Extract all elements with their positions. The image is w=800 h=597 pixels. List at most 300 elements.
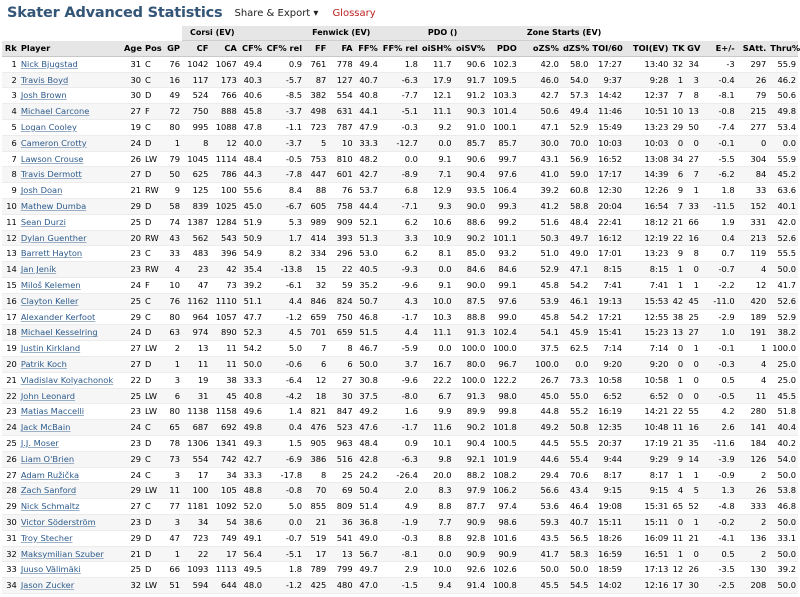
table-cell: 49 (163, 88, 182, 104)
table-cell: D (143, 546, 163, 562)
table-cell: 0.0 (420, 341, 454, 357)
table-cell: 55.6 (239, 183, 264, 199)
table-cell: 2 (737, 514, 769, 530)
column-header[interactable]: PDO (487, 41, 519, 57)
table-cell: 21 (670, 435, 685, 451)
table-cell: 80 (163, 119, 182, 135)
table-cell: 90.3 (454, 104, 488, 120)
table-cell: 50.0 (355, 356, 380, 372)
table-cell: 334 (304, 246, 328, 262)
table-cell: 52.9 (768, 309, 798, 325)
player-link[interactable]: Michael Carcone (19, 104, 122, 120)
table-cell: 33.3 (239, 467, 264, 483)
player-link[interactable]: Zach Sanford (19, 483, 122, 499)
table-row (2, 135, 798, 151)
table-cell: 1.9 (701, 214, 737, 230)
table-row (2, 293, 798, 309)
table-cell: 54.2 (561, 277, 590, 293)
table-cell: 213 (737, 230, 769, 246)
table-cell: 73.3 (561, 372, 590, 388)
table-cell: 33 (163, 246, 182, 262)
table-cell: 15:31 (624, 499, 670, 515)
table-cell: 25 (122, 293, 143, 309)
table-cell: 23 (122, 435, 143, 451)
table-cell: 12 (737, 277, 769, 293)
table-cell: 130 (737, 562, 769, 578)
player-link[interactable]: Liam O'Brien (19, 451, 122, 467)
table-cell: 45.9 (561, 325, 590, 341)
table-cell: 52.0 (239, 499, 264, 515)
table-cell: 45.8 (519, 277, 561, 293)
table-cell: 80 (163, 309, 182, 325)
table-cell: 56.7 (355, 546, 380, 562)
table-cell: LW (143, 404, 163, 420)
table-cell: 49.6 (239, 404, 264, 420)
player-link[interactable]: Alexander Kerfoot (19, 309, 122, 325)
player-link[interactable]: Michael Kesselring (19, 325, 122, 341)
table-cell: 6.2 (380, 246, 420, 262)
player-link[interactable]: Clayton Keller (19, 293, 122, 309)
player-link[interactable]: Mathew Dumba (19, 198, 122, 214)
table-cell: -3 (701, 56, 737, 72)
table-row (2, 56, 798, 72)
table-cell: 22:41 (590, 214, 624, 230)
player-link[interactable]: Barrett Hayton (19, 246, 122, 262)
column-header[interactable]: dZS% (561, 41, 590, 57)
column-group-row (2, 26, 798, 41)
table-cell: 16 (163, 72, 182, 88)
column-header[interactable]: SAtt. (737, 41, 769, 57)
table-cell: 10:03 (590, 135, 624, 151)
player-link[interactable]: Jan Jeník (19, 262, 122, 278)
table-cell: 10:58 (624, 372, 670, 388)
table-cell: 31 (182, 388, 210, 404)
table-cell: 9.2 (420, 119, 454, 135)
table-cell: 7:41 (590, 277, 624, 293)
table-cell: 92.8 (454, 530, 488, 546)
player-link[interactable]: Logan Cooley (19, 119, 122, 135)
table-cell: 0 (685, 388, 701, 404)
table-cell: 101.6 (487, 530, 519, 546)
table-cell: 54 (210, 514, 238, 530)
column-header[interactable]: CF (182, 41, 210, 57)
player-link[interactable]: Travis Dermott (19, 167, 122, 183)
player-link[interactable]: Nick Bjugstad (19, 56, 122, 72)
player-link[interactable]: Josh Doan (19, 183, 122, 199)
table-cell: 41.0 (519, 167, 561, 183)
column-header[interactable]: TOI/60 (590, 41, 624, 57)
table-cell: 87 (304, 72, 328, 88)
player-link[interactable]: Lawson Crouse (19, 151, 122, 167)
table-cell: 0.0 (264, 514, 304, 530)
table-cell: 70.6 (561, 467, 590, 483)
table-cell: 65 (670, 499, 685, 515)
table-cell: 27 (122, 167, 143, 183)
table-cell: 100.1 (487, 119, 519, 135)
column-header[interactable]: oiSV% (454, 41, 488, 57)
table-cell: 35.4 (239, 262, 264, 278)
table-cell: 55.5 (768, 246, 798, 262)
table-cell: -1.1 (264, 119, 304, 135)
column-header[interactable]: GV (685, 41, 701, 57)
table-cell: 33 (737, 183, 769, 199)
table-cell: 9:29 (624, 451, 670, 467)
player-link[interactable]: Maksymilian Szuber (19, 546, 122, 562)
table-cell: 51.5 (355, 325, 380, 341)
table-cell: 43.5 (519, 530, 561, 546)
table-cell: 84 (737, 167, 769, 183)
table-cell: 13 (2, 246, 19, 262)
table-cell: 1088 (210, 119, 238, 135)
table-cell: 50.7 (355, 293, 380, 309)
table-cell: 749 (210, 530, 238, 546)
page-header (0, 0, 800, 26)
table-cell: 27 (2, 467, 19, 483)
column-header[interactable]: CF% rel (264, 41, 304, 57)
table-cell: 45.5 (768, 388, 798, 404)
table-cell: 42 (210, 262, 238, 278)
column-header[interactable]: Thru% (768, 41, 798, 57)
table-cell: 26 (122, 151, 143, 167)
player-link[interactable]: Josh Brown (19, 88, 122, 104)
table-cell: 100.5 (487, 435, 519, 451)
table-cell: 523 (328, 420, 354, 436)
table-cell: -6.3 (380, 72, 420, 88)
table-cell: 100.8 (487, 578, 519, 594)
column-header[interactable]: FF% rel (380, 41, 420, 57)
column-header[interactable]: oZS% (519, 41, 561, 57)
table-cell: 17:27 (590, 56, 624, 72)
column-header[interactable]: CF% (239, 41, 264, 57)
table-row (2, 435, 798, 451)
table-cell: 40.2 (768, 435, 798, 451)
table-cell: 890 (210, 325, 238, 341)
table-cell: 18:26 (590, 530, 624, 546)
table-cell: 4.4 (264, 293, 304, 309)
table-cell: 18 (304, 388, 328, 404)
table-cell: 42.0 (768, 214, 798, 230)
table-cell: -1.9 (380, 514, 420, 530)
table-cell: 23 (182, 262, 210, 278)
table-cell: 12 (210, 135, 238, 151)
table-cell: 189 (737, 309, 769, 325)
table-cell: 414 (304, 230, 328, 246)
column-header[interactable]: Rk (2, 41, 19, 57)
column-header[interactable]: FA (328, 41, 354, 57)
table-cell: 19 (122, 119, 143, 135)
table-cell: 47.1 (519, 119, 561, 135)
table-cell: 93.2 (487, 246, 519, 262)
table-cell: 24 (122, 420, 143, 436)
table-cell: 54.0 (768, 451, 798, 467)
player-link[interactable]: Patrik Koch (19, 356, 122, 372)
group-pdo: PDO () (420, 26, 519, 41)
table-row (2, 151, 798, 167)
column-header[interactable]: Age (122, 41, 143, 57)
table-cell: 24 (122, 135, 143, 151)
table-cell: 2 (163, 341, 182, 357)
table-row (2, 230, 798, 246)
table-cell: 44.4 (355, 198, 380, 214)
table-cell: 0 (670, 356, 685, 372)
table-cell: 2 (737, 546, 769, 562)
table-cell: 989 (304, 214, 328, 230)
column-header[interactable]: Player (19, 41, 122, 57)
table-cell: 32 (122, 578, 143, 594)
table-cell: 74 (163, 214, 182, 230)
player-link[interactable]: Troy Stecher (19, 530, 122, 546)
table-cell: 8 (685, 88, 701, 104)
table-cell: 23 (122, 246, 143, 262)
table-cell: 29 (670, 119, 685, 135)
table-cell: -5.7 (264, 72, 304, 88)
table-cell: 1284 (210, 214, 238, 230)
player-link[interactable]: Jack McBain (19, 420, 122, 436)
table-cell: 50.0 (768, 546, 798, 562)
table-cell: 25 (122, 388, 143, 404)
table-row (2, 183, 798, 199)
table-cell: 58.0 (561, 56, 590, 72)
table-cell: 33 (2, 562, 19, 578)
table-cell: 49.7 (355, 562, 380, 578)
table-cell: 723 (304, 119, 328, 135)
table-cell: 66 (163, 562, 182, 578)
table-cell: 101.1 (487, 230, 519, 246)
table-cell: 20:37 (590, 435, 624, 451)
table-cell: 22 (182, 546, 210, 562)
table-row (2, 404, 798, 420)
player-link[interactable]: Dylan Guenther (19, 230, 122, 246)
table-cell: 14:42 (590, 88, 624, 104)
table-cell: 101.4 (487, 104, 519, 120)
table-cell: 63.6 (768, 183, 798, 199)
table-cell: 23 (122, 404, 143, 420)
table-cell: 49.4 (239, 56, 264, 72)
player-link[interactable]: Cameron Crotty (19, 135, 122, 151)
column-header[interactable]: E+/- (701, 41, 737, 57)
table-cell: 42.7 (519, 88, 561, 104)
table-cell: -9.6 (380, 277, 420, 293)
table-cell: 99.0 (487, 309, 519, 325)
table-cell: 45.0 (239, 198, 264, 214)
column-header[interactable]: Pos (143, 41, 163, 57)
table-cell: 0.4 (264, 420, 304, 436)
player-link[interactable]: Justin Kirkland (19, 341, 122, 357)
table-cell: 54.2 (239, 341, 264, 357)
table-cell: -0.3 (380, 119, 420, 135)
table-cell: 742 (210, 451, 238, 467)
table-cell: 215 (737, 104, 769, 120)
table-cell: 88 (304, 183, 328, 199)
table-cell: -8.0 (380, 388, 420, 404)
player-link[interactable]: Nick Schmaltz (19, 499, 122, 515)
table-cell: 1 (163, 546, 182, 562)
table-cell: 50.4 (355, 483, 380, 499)
player-link[interactable]: Vladislav Kolyachonok (19, 372, 122, 388)
table-cell: -7.8 (264, 167, 304, 183)
table-row (2, 104, 798, 120)
table-row (2, 356, 798, 372)
table-cell: 47.1 (561, 262, 590, 278)
player-link[interactable]: Juuso Välimäki (19, 562, 122, 578)
table-cell: 184 (737, 435, 769, 451)
player-link[interactable]: Adam Ružička (19, 467, 122, 483)
table-cell: 11.6 (420, 420, 454, 436)
table-cell: 8.8 (420, 499, 454, 515)
table-cell: 21 (122, 546, 143, 562)
table-cell: 10:51 (624, 104, 670, 120)
table-cell: 80 (163, 404, 182, 420)
table-cell: 125 (182, 183, 210, 199)
table-cell: -9.6 (380, 372, 420, 388)
table-cell: 625 (182, 167, 210, 183)
table-cell: 1 (2, 56, 19, 72)
table-cell: 31 (2, 530, 19, 546)
table-cell: 296 (328, 246, 354, 262)
table-cell: 48.4 (239, 151, 264, 167)
table-cell: 10.9 (420, 230, 454, 246)
table-row (2, 277, 798, 293)
table-cell: 14:39 (624, 167, 670, 183)
table-cell: 2.9 (380, 562, 420, 578)
table-cell: 0.4 (701, 230, 737, 246)
table-cell: 40.5 (355, 262, 380, 278)
table-cell: C (143, 420, 163, 436)
table-cell: 789 (304, 562, 328, 578)
table-cell: -9.3 (380, 262, 420, 278)
table-cell: RW (143, 230, 163, 246)
table-cell: 4 (737, 262, 769, 278)
player-link[interactable]: J.J. Moser (19, 435, 122, 451)
table-cell: 12:30 (590, 183, 624, 199)
player-link[interactable]: Victor Söderström (19, 514, 122, 530)
player-link[interactable]: Jason Zucker (19, 578, 122, 594)
table-cell: 100 (210, 183, 238, 199)
table-cell: 53.0 (355, 246, 380, 262)
table-cell: C (143, 119, 163, 135)
table-cell: 80.0 (454, 356, 488, 372)
table-cell: 995 (182, 119, 210, 135)
table-cell: 56.9 (561, 151, 590, 167)
table-cell: 10.0 (420, 562, 454, 578)
player-link[interactable]: Sean Durzi (19, 214, 122, 230)
table-cell: -7.7 (380, 88, 420, 104)
table-cell: 90.6 (454, 56, 488, 72)
player-link[interactable]: Travis Boyd (19, 72, 122, 88)
table-cell: 76 (163, 293, 182, 309)
table-cell: 9:44 (590, 451, 624, 467)
table-cell: 13:23 (624, 119, 670, 135)
table-cell: 48.2 (355, 151, 380, 167)
table-cell: 29.4 (519, 467, 561, 483)
table-cell: F (143, 277, 163, 293)
table-cell: 49.8 (239, 420, 264, 436)
table-cell: 10 (2, 198, 19, 214)
table-cell: 45.5 (519, 578, 561, 594)
table-cell: 43.4 (561, 483, 590, 499)
table-cell: C (143, 246, 163, 262)
share-export-menu[interactable]: Share & Export ▾ (234, 7, 319, 19)
table-cell: 7:14 (590, 341, 624, 357)
table-cell: 8:17 (624, 467, 670, 483)
table-cell: 1.6 (380, 404, 420, 420)
column-header[interactable]: TK (670, 41, 685, 57)
table-cell: 11:46 (590, 104, 624, 120)
table-row (2, 499, 798, 515)
table-cell: 93.5 (454, 183, 488, 199)
table-cell: 1093 (182, 562, 210, 578)
column-header[interactable]: TOI(EV) (624, 41, 670, 57)
player-link[interactable]: Matias Maccelli (19, 404, 122, 420)
table-cell: 8:15 (590, 262, 624, 278)
glossary-link[interactable]: Glossary (332, 7, 376, 19)
table-cell: 25 (122, 214, 143, 230)
table-cell: -0.3 (701, 356, 737, 372)
table-cell: -0.1 (701, 341, 737, 357)
table-cell: 55.9 (768, 56, 798, 72)
table-cell: 18 (2, 325, 19, 341)
table-cell: -0.6 (264, 356, 304, 372)
table-cell: 56.6 (519, 483, 561, 499)
table-cell: 40.1 (768, 198, 798, 214)
column-header[interactable]: oiSH% (420, 41, 454, 57)
table-cell: 15:23 (624, 325, 670, 341)
table-cell: 6 (304, 356, 328, 372)
table-cell: 3 (2, 88, 19, 104)
table-cell: -1.7 (380, 309, 420, 325)
table-cell: 39.2 (768, 562, 798, 578)
table-cell: -0.8 (701, 104, 737, 120)
column-header[interactable]: FF (304, 41, 328, 57)
table-cell: -3.5 (701, 562, 737, 578)
table-cell: 33.1 (768, 530, 798, 546)
table-cell: 1 (685, 183, 701, 199)
table-cell: 50.0 (239, 356, 264, 372)
table-cell: 1138 (182, 404, 210, 420)
table-cell: 50 (163, 167, 182, 183)
player-link[interactable]: Miloš Kelemen (19, 277, 122, 293)
table-cell: 14 (685, 451, 701, 467)
table-cell: -0.9 (701, 467, 737, 483)
table-cell: 49.2 (519, 420, 561, 436)
table-cell: 92.1 (454, 451, 488, 467)
table-cell: 4 (737, 356, 769, 372)
table-cell: 15:11 (624, 514, 670, 530)
table-cell: 109.5 (487, 72, 519, 88)
table-cell: 84.6 (487, 262, 519, 278)
table-cell: 76 (328, 183, 354, 199)
table-cell: 847 (328, 404, 354, 420)
table-cell: 49.0 (561, 246, 590, 262)
table-cell: 46.8 (768, 499, 798, 515)
table-cell: 58.3 (561, 546, 590, 562)
column-header[interactable]: CA (210, 41, 238, 57)
table-cell: 53.8 (768, 483, 798, 499)
table-row (2, 372, 798, 388)
table-cell: 30.8 (355, 372, 380, 388)
column-header[interactable]: FF% (355, 41, 380, 57)
table-cell: 18:59 (590, 562, 624, 578)
player-link[interactable]: John Leonard (19, 388, 122, 404)
table-cell: -8.9 (380, 167, 420, 183)
table-cell: 51.3 (355, 230, 380, 246)
column-header[interactable]: GP (163, 41, 182, 57)
table-cell: 974 (182, 325, 210, 341)
table-cell: 47.8 (239, 119, 264, 135)
table-cell: 54.0 (561, 72, 590, 88)
table-cell: 12 (304, 372, 328, 388)
table-cell: 90.2 (454, 420, 488, 436)
